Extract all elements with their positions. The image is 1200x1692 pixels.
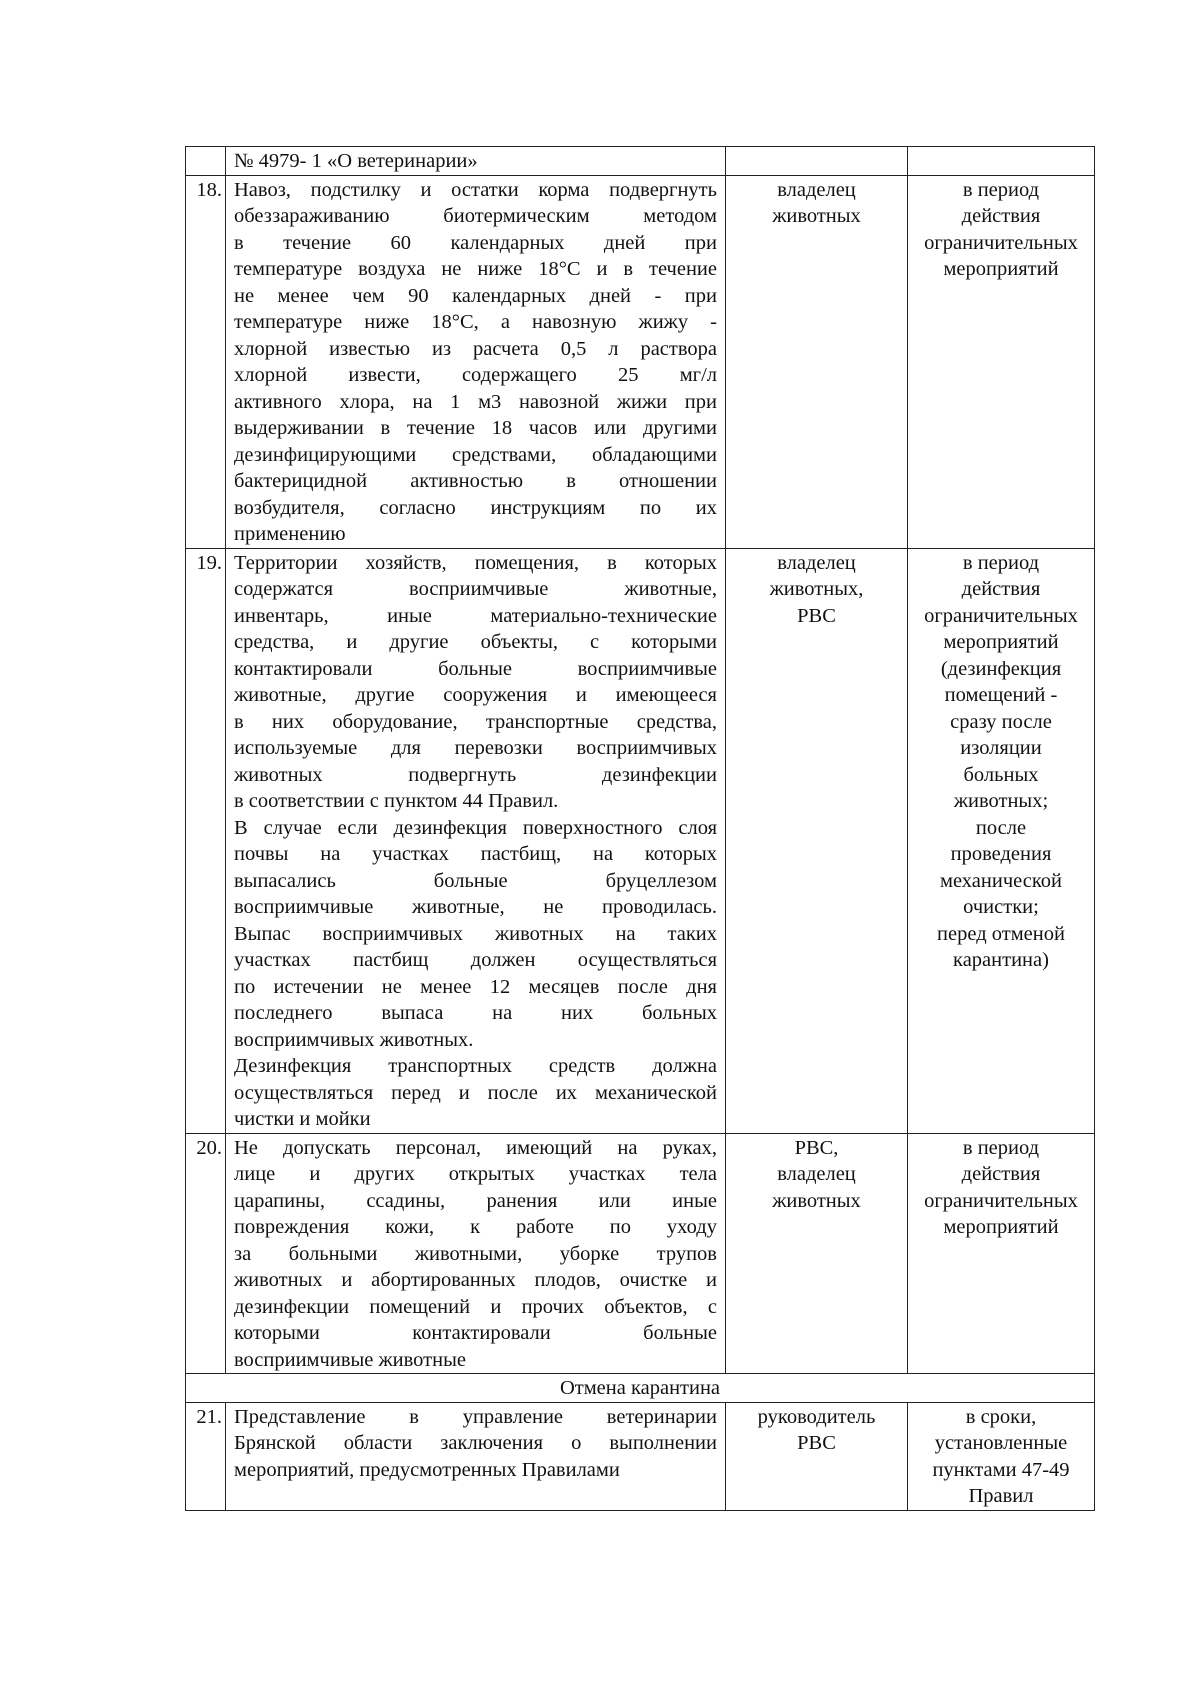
action-line: хлорной извести, содержащего 25 мг/л (234, 364, 717, 386)
action-line: Дезинфекция транспортных средств должна (234, 1055, 717, 1077)
term-line: в период (962, 551, 1040, 574)
responsible-line: руководитель (757, 1405, 876, 1428)
responsible-line: владелец (777, 551, 856, 574)
action-line: чистки и мойки (234, 1108, 371, 1130)
action-line: контактировали больные восприимчивые (234, 657, 717, 680)
action-line: по истечении не менее 12 месяцев после дня (234, 975, 717, 998)
responsible-line: владелец (777, 1163, 856, 1185)
row-number-cell: 19. (186, 548, 226, 1133)
action-line: в них оборудование, транспортные средства, (234, 710, 717, 733)
term-line: действия (961, 1163, 1041, 1185)
action-line: используемые для перевозки восприимчивых (234, 737, 717, 759)
term-line: после (975, 816, 1027, 839)
term-line: ограничительных (924, 604, 1078, 627)
responsible-cell (726, 1133, 908, 1374)
term-line: механической (940, 869, 1062, 892)
action-line: за больными животными, уборке трупов (234, 1242, 717, 1265)
responsible-line: животных, (769, 578, 864, 600)
term-line: помещений - (944, 684, 1058, 706)
measures-table (185, 146, 1095, 1511)
term-line: мероприятий (943, 1216, 1059, 1238)
action-line: содержатся восприимчивые животные, (234, 578, 717, 600)
term-line: в период (962, 178, 1040, 201)
term-cell (908, 147, 1095, 176)
responsible-line: РВС (797, 1432, 836, 1454)
action-line: активного хлора, на 1 м3 навозной жижи при (234, 390, 717, 413)
action-line: последнего выпаса на них больных (234, 1002, 717, 1024)
action-line: Представление в управление ветеринарии (234, 1405, 717, 1428)
responsible-line: РВС, (794, 1136, 839, 1159)
action-line: обеззараживанию биотермическим методом (234, 205, 717, 227)
action-cell (226, 147, 726, 176)
action-line: осуществляться перед и после их механической (234, 1081, 717, 1104)
action-line: участках пастбищ должен осуществляться (234, 949, 717, 971)
action-line: возбудителя, согласно инструкциям по их (234, 496, 717, 519)
term-line: в сроки, (965, 1405, 1037, 1428)
table-row (186, 1402, 1095, 1510)
action-line: выпасались больные бруцеллезом (234, 869, 717, 892)
row-number-cell (186, 147, 226, 176)
table-row (186, 1133, 1095, 1374)
table-row (186, 175, 1095, 548)
term-line: ограничительных (924, 231, 1078, 254)
action-line: № 4979- 1 «О ветеринарии» (234, 150, 478, 172)
action-line: хлорной известью из расчета 0,5 л раствора (234, 337, 717, 360)
action-cell (226, 1402, 726, 1510)
action-cell (226, 1133, 726, 1374)
term-line: проведения (950, 843, 1052, 865)
term-line: изоляции (960, 737, 1042, 759)
action-line: животных подвергнуть дезинфекции (234, 763, 717, 786)
action-cell (226, 175, 726, 548)
action-line: Навоз, подстилку и остатки корма подвергнуть (234, 178, 717, 201)
responsible-cell (726, 1402, 908, 1510)
action-line: бактерицидной активностью в отношении (234, 470, 717, 492)
responsible-line: животных (772, 1189, 861, 1212)
term-line: действия (961, 205, 1041, 227)
term-cell (908, 175, 1095, 548)
action-line: выдерживании в течение 18 часов или другими (234, 417, 717, 439)
term-line: (дезинфекция (940, 657, 1062, 680)
term-line: в период (962, 1136, 1040, 1159)
action-line: Брянской области заключения о выполнении (234, 1432, 717, 1454)
table-row (186, 147, 1095, 176)
action-line: повреждения кожи, к работе по уходу (234, 1216, 717, 1238)
action-line: в соответствии с пунктом 44 Правил. (234, 790, 559, 812)
responsible-cell (726, 175, 908, 548)
action-line: царапины, ссадины, ранения или иные (234, 1189, 717, 1212)
row-number-cell: 21. (186, 1402, 226, 1510)
action-line: применению (234, 523, 346, 545)
action-line: Выпас восприимчивых животных на таких (234, 922, 717, 945)
responsible-line: РВС (797, 604, 836, 627)
action-line: восприимчивых животных. (234, 1028, 474, 1051)
table-row (186, 548, 1095, 1133)
term-cell (908, 1133, 1095, 1374)
action-line: дезинфекции помещений и прочих объектов, с (234, 1295, 717, 1318)
term-line: Правил (968, 1485, 1034, 1507)
action-line: температуре воздуха не ниже 18°С и в течение (234, 258, 717, 280)
term-line: животных; (953, 790, 1049, 812)
responsible-line: владелец (777, 178, 856, 201)
responsible-cell (726, 548, 908, 1133)
action-line: дезинфицирующими средствами, обладающими (234, 443, 717, 466)
term-cell (908, 548, 1095, 1133)
action-line: не менее чем 90 календарных дней - при (234, 284, 717, 307)
term-cell (908, 1402, 1095, 1510)
term-line: пунктами 47-49 (932, 1458, 1070, 1481)
action-line: восприимчивые животные, не проводилась. (234, 896, 717, 918)
action-line: мероприятий, предусмотренных Правилами (234, 1458, 620, 1481)
term-line: установленные (934, 1432, 1068, 1454)
term-line: сразу после (950, 710, 1052, 733)
action-line: средства, и другие объекты, с которыми (234, 631, 717, 653)
action-line: температуре ниже 18°С, а навозную жижу - (234, 311, 717, 333)
action-line: Территории хозяйств, помещения, в которых (234, 551, 717, 574)
action-line: лице и других открытых участках тела (234, 1163, 717, 1185)
row-number-cell: 20. (186, 1133, 226, 1374)
term-line: ограничительных (924, 1189, 1078, 1212)
term-line: перед отменой (937, 922, 1065, 945)
action-line: Не допускать персонал, имеющий на руках, (234, 1136, 717, 1159)
action-line: инвентарь, иные материально-технические (234, 604, 717, 627)
action-line: в течение 60 календарных дней при (234, 231, 717, 254)
term-line: мероприятий (943, 631, 1059, 653)
section-title: Отмена карантина (186, 1374, 1095, 1403)
term-line: мероприятий (943, 258, 1059, 280)
term-line: больных (963, 763, 1039, 786)
action-line: В случае если дезинфекция поверхностного слоя (234, 816, 717, 839)
action-cell (226, 548, 726, 1133)
responsible-cell (726, 147, 908, 176)
action-line: которыми контактировали больные (234, 1322, 717, 1344)
section-row (186, 1374, 1095, 1403)
responsible-line: животных (772, 205, 861, 227)
action-line: почвы на участках пастбищ, на которых (234, 843, 717, 865)
term-line: действия (961, 578, 1041, 600)
action-line: животные, другие сооружения и имеющееся (234, 684, 717, 706)
action-line: восприимчивые животные (234, 1348, 466, 1371)
action-line: животных и абортированных плодов, очистке и (234, 1269, 717, 1291)
term-line: карантина) (953, 949, 1049, 971)
row-number-cell: 18. (186, 175, 226, 548)
term-line: очистки; (963, 896, 1039, 918)
